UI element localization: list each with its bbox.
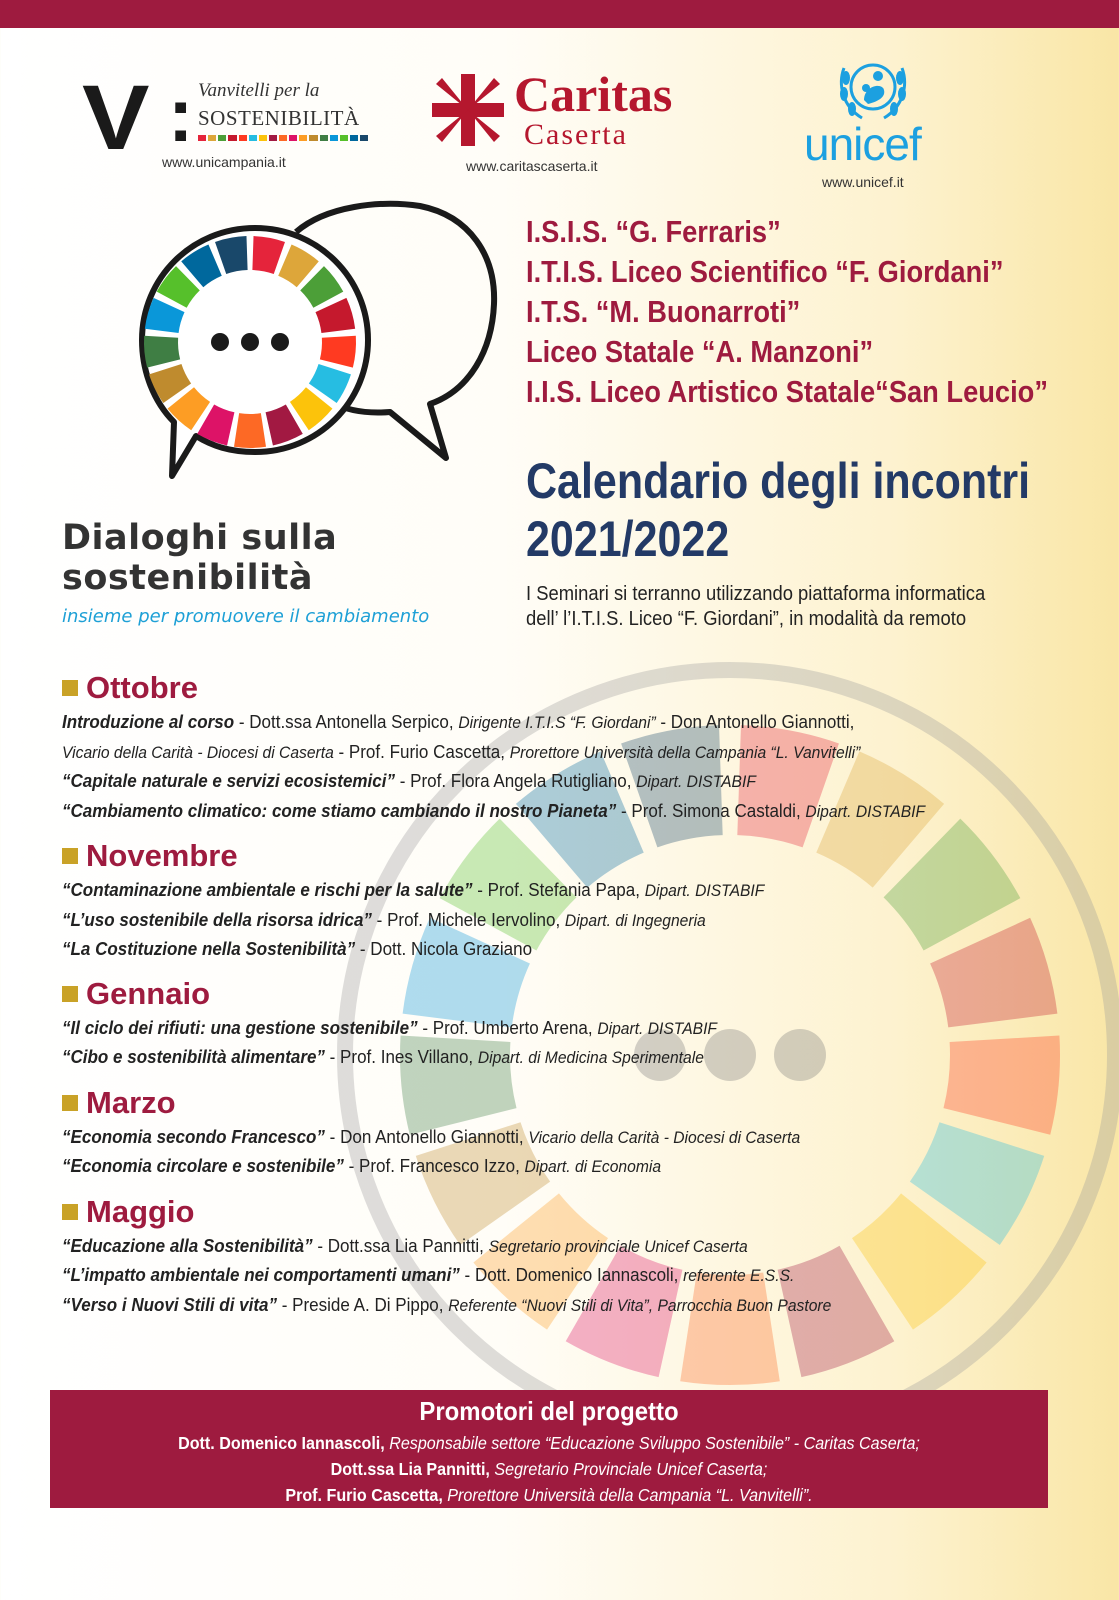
caritas-logo[interactable] [428,68,688,180]
event-affiliation: Referente “Nuovi Stili di Vita”, Parrocchia Buon Pastore [448,1295,832,1315]
event-title: “Economia circolare e sostenibile” [62,1155,344,1176]
event-title: “Contaminazione ambientale e rischi per la salute” [62,879,473,900]
vanvitelli-colon-icon: : [168,73,194,158]
color-bar [228,135,236,141]
color-bar [269,135,277,141]
calendar-title [526,452,1112,568]
event-speaker: - Prof. Umberto Arena, [417,1016,598,1038]
month-name: Novembre [86,838,238,873]
event-speaker: - Prof. Furio Cascetta, [333,740,510,762]
color-bar [218,135,226,141]
event-affiliation: Dipart. di Ingegneria [564,910,706,930]
event-line [62,1291,982,1321]
event-line [62,1123,982,1153]
unicef-url[interactable]: www.unicef.it [822,174,904,190]
color-bar [249,135,257,141]
event-speaker: - Dott. Nicola Graziano [355,938,533,959]
square-bullet-icon [62,680,78,696]
color-bar [239,135,247,141]
event-affiliation: Dipart. DISTABIF [636,772,756,791]
dialoghi-tagline: insieme per promuovere il cambiamento [62,606,430,627]
unicef-logo[interactable] [800,54,950,194]
event-speaker: - Don Antonello Giannotti, [324,1125,529,1147]
calendar-note-line1: I Seminari si terranno utilizzando piattaforma informatica [526,583,986,605]
event-line [62,1152,982,1182]
event-affiliation: referente E.S.S. [683,1266,795,1285]
color-bar [320,135,328,141]
vanvitelli-line2: SOSTENIBILITÀ [198,106,360,130]
vanvitelli-mark: V [82,67,150,169]
dialoghi-line1: Dialoghi sulla [62,518,338,558]
event-speaker: - Dott.ssa Antonella Serpico, [234,711,459,732]
event-title: “Cibo e sostenibilità alimentare” [62,1046,325,1067]
caritas-name: Caritas [514,66,673,122]
event-affiliation: Prorettore Università della Campania “L. Vanvitelli” [509,742,861,762]
dialoghi-line2: sostenibilità [62,558,313,598]
dialoghi-title-block [62,518,429,627]
event-speaker: - Prof. Simona Castaldi, [616,799,806,821]
event-line [62,906,982,936]
month-section-maggio [62,1192,1062,1321]
unicef-name: unicef [804,118,921,170]
event-speaker: - Preside A. Di Pippo, [277,1293,449,1315]
caritas-url[interactable]: www.caritascaserta.it [466,158,598,174]
month-name: Gennaio [86,975,211,1011]
event-affiliation: Dipart. di Economia [524,1157,662,1176]
top-bar [0,0,1119,28]
dialogue-bubble-icon [120,200,500,500]
color-bar [340,135,348,141]
event-title: “Capitale naturale e servizi ecosistemici” [62,770,395,791]
event-affiliation: Dipart. DISTABIF [597,1018,717,1038]
event-affiliation: Vicario della Carità - Diocesi di Caserta [528,1127,801,1147]
color-bar [350,135,358,141]
color-bar [259,135,267,141]
color-bar [299,135,307,141]
calendar-note [526,582,985,632]
promoter-name: Dott.ssa Lia Pannitti, [330,1459,490,1479]
month-section-gennaio [62,974,1062,1073]
month-section-ottobre [62,668,1062,826]
school-item: Liceo Statale “A. Manzoni” [526,334,874,369]
vanvitelli-logo[interactable] [82,67,382,182]
square-bullet-icon [62,848,78,864]
event-title: “Educazione alla Sostenibilità” [62,1234,313,1256]
promoters-heading: Promotori del progetto [419,1396,679,1426]
color-bar [309,135,317,141]
event-affiliation: Segretario provinciale Unicef Caserta [488,1236,748,1256]
color-bar [289,135,297,141]
sdg-color-bars [198,135,368,141]
event-speaker: - Prof. Flora Angela Rutigliano, [394,770,637,791]
event-line [62,797,982,827]
event-affiliation: Dirigente I.T.I.S “F. Giordani” [458,713,656,732]
event-line [62,767,982,797]
color-bar [208,135,216,141]
month-header [62,836,1062,876]
event-title: “Cambiamento climatico: come stiamo cambiando il nostro Pianeta” [62,799,617,821]
event-affiliation: Vicario della Carità - Diocesi di Caserta [62,742,334,762]
event-speaker: - Dott.ssa Lia Pannitti, [312,1234,489,1256]
unicef-emblem-icon [834,54,912,124]
calendar-title-line2: 2021/2022 [526,511,730,567]
color-bar [279,135,287,141]
month-header [62,1192,1062,1232]
calendar-title-line1: Calendario degli incontri [526,453,1031,509]
event-speaker: - Don Antonello Giannotti, [655,711,855,732]
school-item: I.S.I.S. “G. Ferraris” [526,214,781,249]
school-item: I.T.I.S. Liceo Scientifico “F. Giordani” [526,254,1004,289]
caritas-city: Caserta [524,118,628,151]
event-speaker: - Prof. Francesco Izzo, [343,1155,525,1176]
color-bar [198,135,206,141]
month-name: Marzo [86,1084,176,1120]
dot-2 [241,333,259,351]
promoter-role: Responsabile settore “Educazione Sviluppo Sostenibile” - Caritas Caserta; [384,1433,920,1453]
event-line [62,738,982,768]
event-title: “Economia secondo Francesco” [62,1125,325,1147]
month-name: Maggio [86,1193,195,1229]
promoter-line [90,1482,1008,1508]
promoter-name: Dott. Domenico Iannascoli, [178,1433,385,1453]
event-speaker: - Prof. Ines Villano, [324,1046,478,1067]
month-section-marzo [62,1083,1062,1182]
promoter-line [90,1456,1008,1482]
square-bullet-icon [62,986,78,1002]
color-bar [330,135,338,141]
school-item: I.I.S. Liceo Artistico Statale“San Leucio” [526,374,1048,409]
event-title: Introduzione al corso [62,711,235,732]
event-line [62,708,982,738]
promoter-line [90,1430,1008,1456]
event-speaker: - Prof. Stefania Papa, [472,879,645,900]
square-bullet-icon [62,1095,78,1111]
event-speaker: - Dott. Domenico Iannascoli, [459,1264,684,1285]
promoter-role: Prorettore Università della Campania “L. Vanvitelli”. [442,1485,813,1505]
month-section-novembre [62,836,1062,964]
vanvitelli-url[interactable]: www.unicampania.it [162,154,286,170]
event-affiliation: Dipart. di Medicina Sperimentale [477,1048,704,1067]
event-line [62,1014,982,1044]
color-bar [360,135,368,141]
event-line [62,1043,982,1073]
event-title: “L’uso sostenibile della risorsa idrica” [62,908,372,930]
event-affiliation: Dipart. DISTABIF [644,881,765,900]
event-speaker: - Prof. Michele Iervolino, [371,908,565,930]
event-line [62,935,982,964]
calendar-note-line2: dell’ l’I.T.I.S. Liceo “F. Giordani”, in modalità da remoto [526,608,967,630]
event-title: “L’impatto ambientale nei comportamenti umani” [62,1264,460,1285]
promoters-box [50,1390,1048,1508]
event-line [62,1232,982,1262]
event-title: “Il ciclo dei rifiuti: una gestione sostenibile” [62,1016,418,1038]
caritas-cross-icon [428,70,508,150]
vanvitelli-line1: Vanvitelli per la [198,80,320,101]
month-header [62,974,1062,1014]
event-line [62,876,982,906]
event-line [62,1261,982,1291]
promoter-name: Prof. Furio Cascetta, [285,1485,443,1505]
month-name: Ottobre [86,670,198,705]
month-header [62,1083,1062,1123]
school-item: I.T.S. “M. Buonarroti” [526,294,801,329]
event-title: “La Costituzione nella Sostenibilità” [62,938,356,959]
event-affiliation: Dipart. DISTABIF [805,801,926,821]
event-title: “Verso i Nuovi Stili di vita” [62,1293,278,1315]
month-header [62,668,1062,708]
sdg-segment [234,413,266,448]
months-schedule [62,668,1062,1330]
schools-list [526,212,1119,412]
promoter-role: Segretario Provinciale Unicef Caserta; [489,1459,768,1479]
dot-1 [211,333,229,351]
square-bullet-icon [62,1204,78,1220]
dot-3 [271,333,289,351]
